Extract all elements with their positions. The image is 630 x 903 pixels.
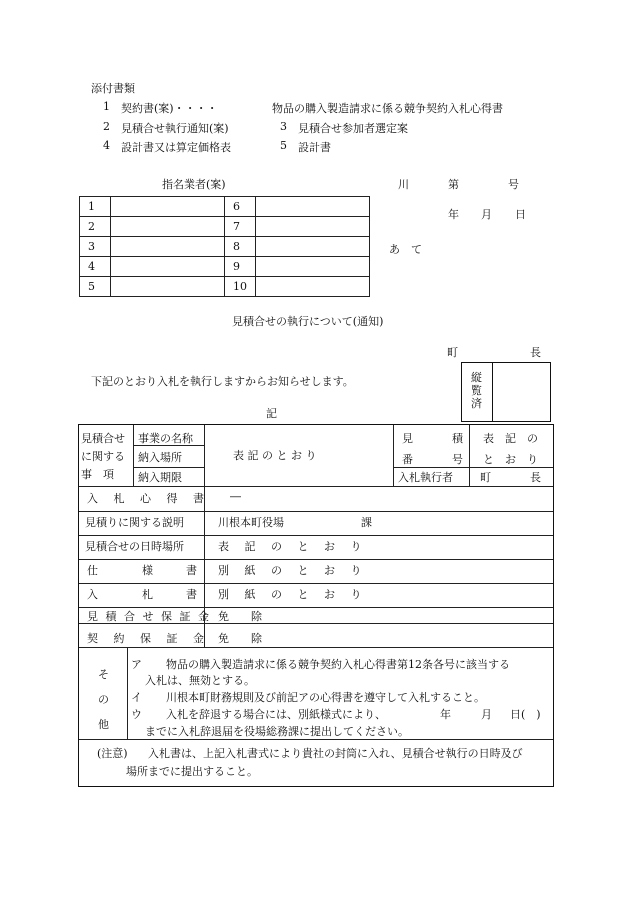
row-value-explanation-dept: 課 (361, 516, 372, 529)
other-u-line2: までに入札辞退届を役場総務課に提出してください。 (145, 725, 409, 738)
bidder-name-field (256, 257, 370, 277)
row-label-contract-deposit: 契 約 保 証 金 (87, 632, 210, 645)
attachment-1-num: 1 (103, 100, 110, 113)
other-label-char: 他 (98, 718, 109, 731)
inspection-char: 済 (471, 397, 482, 410)
table-row (80, 257, 370, 277)
attachment-3-text: 見積合せ参加者選定案 (298, 122, 408, 135)
attachment-2-num: 2 (103, 120, 110, 133)
date-day: 日 (515, 208, 526, 221)
other-u-line1: 入札を辞退する場合には、別紙様式により、 (166, 708, 386, 721)
bidder-num: 6 (225, 197, 256, 217)
table-row (80, 197, 370, 217)
notice-title: 見積合せの執行について(通知) (232, 315, 384, 328)
other-label-char: そ (98, 668, 109, 681)
note-label: (注意) (97, 747, 128, 760)
other-u-year: 年 (440, 708, 451, 721)
bidder-num: 2 (80, 217, 111, 237)
other-i-mark: イ (131, 691, 142, 704)
inspection-box (461, 362, 551, 422)
other-a-line1: 物品の購入製造請求に係る競争契約入札心得書第12条各号に該当する (166, 658, 510, 671)
group-label (81, 430, 125, 484)
executor-label: 入札執行者 (398, 471, 453, 484)
estimate-no-value-2: と お り (483, 453, 538, 466)
row-value-datetime: 表 記 の と お り (218, 540, 368, 553)
row-label-bid-b: 札 (142, 588, 153, 601)
other-label (98, 662, 109, 737)
estimate-no-label-3: 番 (402, 453, 413, 466)
bidder-name-field (111, 277, 225, 297)
bidder-name-field (111, 257, 225, 277)
project-name-label: 事業の名称 (138, 432, 193, 445)
other-label-char: の (98, 693, 109, 706)
bidder-name-field (111, 237, 225, 257)
ki-label: 記 (266, 407, 277, 420)
table-row (80, 277, 370, 297)
row-label-explanation: 見積りに関する説明 (85, 516, 184, 529)
date-month: 月 (481, 208, 492, 221)
other-i-line1: 川根本町財務規則及び前記アの心得書を遵守して入札すること。 (166, 691, 485, 704)
row-value-contract-deposit: 免 除 (218, 632, 262, 645)
row-value-spec: 別 紙 の と お り (218, 564, 368, 577)
bidder-num: 3 (80, 237, 111, 257)
doc-dai: 第 (448, 178, 459, 191)
row-label-datetime: 見積合せの日時場所 (85, 540, 184, 553)
note-line2: 場所までに提出すること。 (126, 765, 258, 778)
bidder-num: 5 (80, 277, 111, 297)
row-label-estimate-deposit: 見 積 合 せ 保 証 金 (87, 610, 211, 623)
mayor-town: 町 (447, 346, 458, 359)
row-value-rules: ― (230, 490, 241, 503)
row-label-spec-a: 仕 (87, 564, 98, 577)
other-u-mark: ウ (131, 708, 142, 721)
bidder-num: 1 (80, 197, 111, 217)
bidder-name-field (111, 197, 225, 217)
row-label-bid-c: 書 (186, 588, 197, 601)
executor-title: 長 (530, 471, 541, 484)
bidder-name-field (256, 277, 370, 297)
other-u-month: 月 (481, 708, 492, 721)
inspection-char: 覧 (471, 384, 482, 397)
note-line1: 入札書は、上記入札書式により貴社の封筒に入れ、見積合せ執行の日時及び (148, 747, 523, 760)
inspection-char: 縦 (471, 371, 482, 384)
estimate-no-label-1: 見 (402, 432, 413, 445)
bidder-name-field (256, 237, 370, 257)
bidder-name-field (256, 197, 370, 217)
bidder-num: 8 (225, 237, 256, 257)
bidder-num: 4 (80, 257, 111, 277)
group-label-line: 事 項 (81, 468, 114, 481)
bidders-table (79, 196, 370, 297)
estimate-no-value-1: 表 記 の (483, 432, 538, 445)
attachment-1-note: 物品の購入製造請求に係る競争契約入札心得書 (272, 102, 503, 115)
table-row (80, 237, 370, 257)
doc-go: 号 (508, 178, 519, 191)
group-label-line: 見積合せ (81, 432, 125, 445)
doc-prefix: 川 (398, 178, 409, 191)
attachment-5-text: 設計書 (298, 141, 331, 154)
project-name-value: 表 記 の と お り (233, 449, 317, 462)
attachment-4-text: 設計書又は算定価格表 (121, 141, 231, 154)
row-label-spec-b: 様 (142, 564, 153, 577)
executor-town: 町 (480, 471, 491, 484)
attachments-heading: 添付書類 (91, 82, 135, 95)
row-value-bid: 別 紙 の と お り (218, 588, 368, 601)
bidder-num: 10 (225, 277, 256, 297)
row-label-rules: 入 札 心 得 書 (87, 492, 210, 505)
bidder-num: 9 (225, 257, 256, 277)
mayor-title: 長 (530, 346, 541, 359)
delivery-deadline-label: 納入期限 (138, 471, 182, 484)
row-value-estimate-deposit: 免 除 (218, 610, 262, 623)
bidder-num: 7 (225, 217, 256, 237)
row-label-bid-a: 入 (87, 588, 98, 601)
delivery-place-label: 納入場所 (138, 451, 182, 464)
bidder-name-field (256, 217, 370, 237)
attachment-5-num: 5 (280, 139, 287, 152)
row-label-spec-c: 書 (186, 564, 197, 577)
group-label-line: に関する (81, 450, 125, 463)
attachment-2-text: 見積合せ執行通知(案) (121, 122, 229, 135)
estimate-no-label-2: 積 (452, 432, 463, 445)
table-row (80, 217, 370, 237)
other-u-day: 日( ) (510, 708, 541, 721)
attachment-3-num: 3 (280, 120, 287, 133)
bidder-name-field (111, 217, 225, 237)
attachment-1-text: 契約書(案)・・・・ (121, 102, 218, 115)
other-a-line2: 入札は、無効とする。 (145, 674, 255, 687)
notice-body: 下記のとおり入札を執行しますからお知らせします。 (91, 375, 354, 388)
estimate-no-label-4: 号 (452, 453, 463, 466)
row-value-explanation: 川根本町役場 (218, 516, 284, 529)
addressee: あ て (389, 243, 422, 256)
date-year: 年 (448, 208, 459, 221)
attachment-4-num: 4 (103, 139, 110, 152)
bidders-title: 指名業者(案) (162, 178, 226, 191)
other-a-mark: ア (131, 658, 142, 671)
inspection-label (471, 371, 482, 410)
